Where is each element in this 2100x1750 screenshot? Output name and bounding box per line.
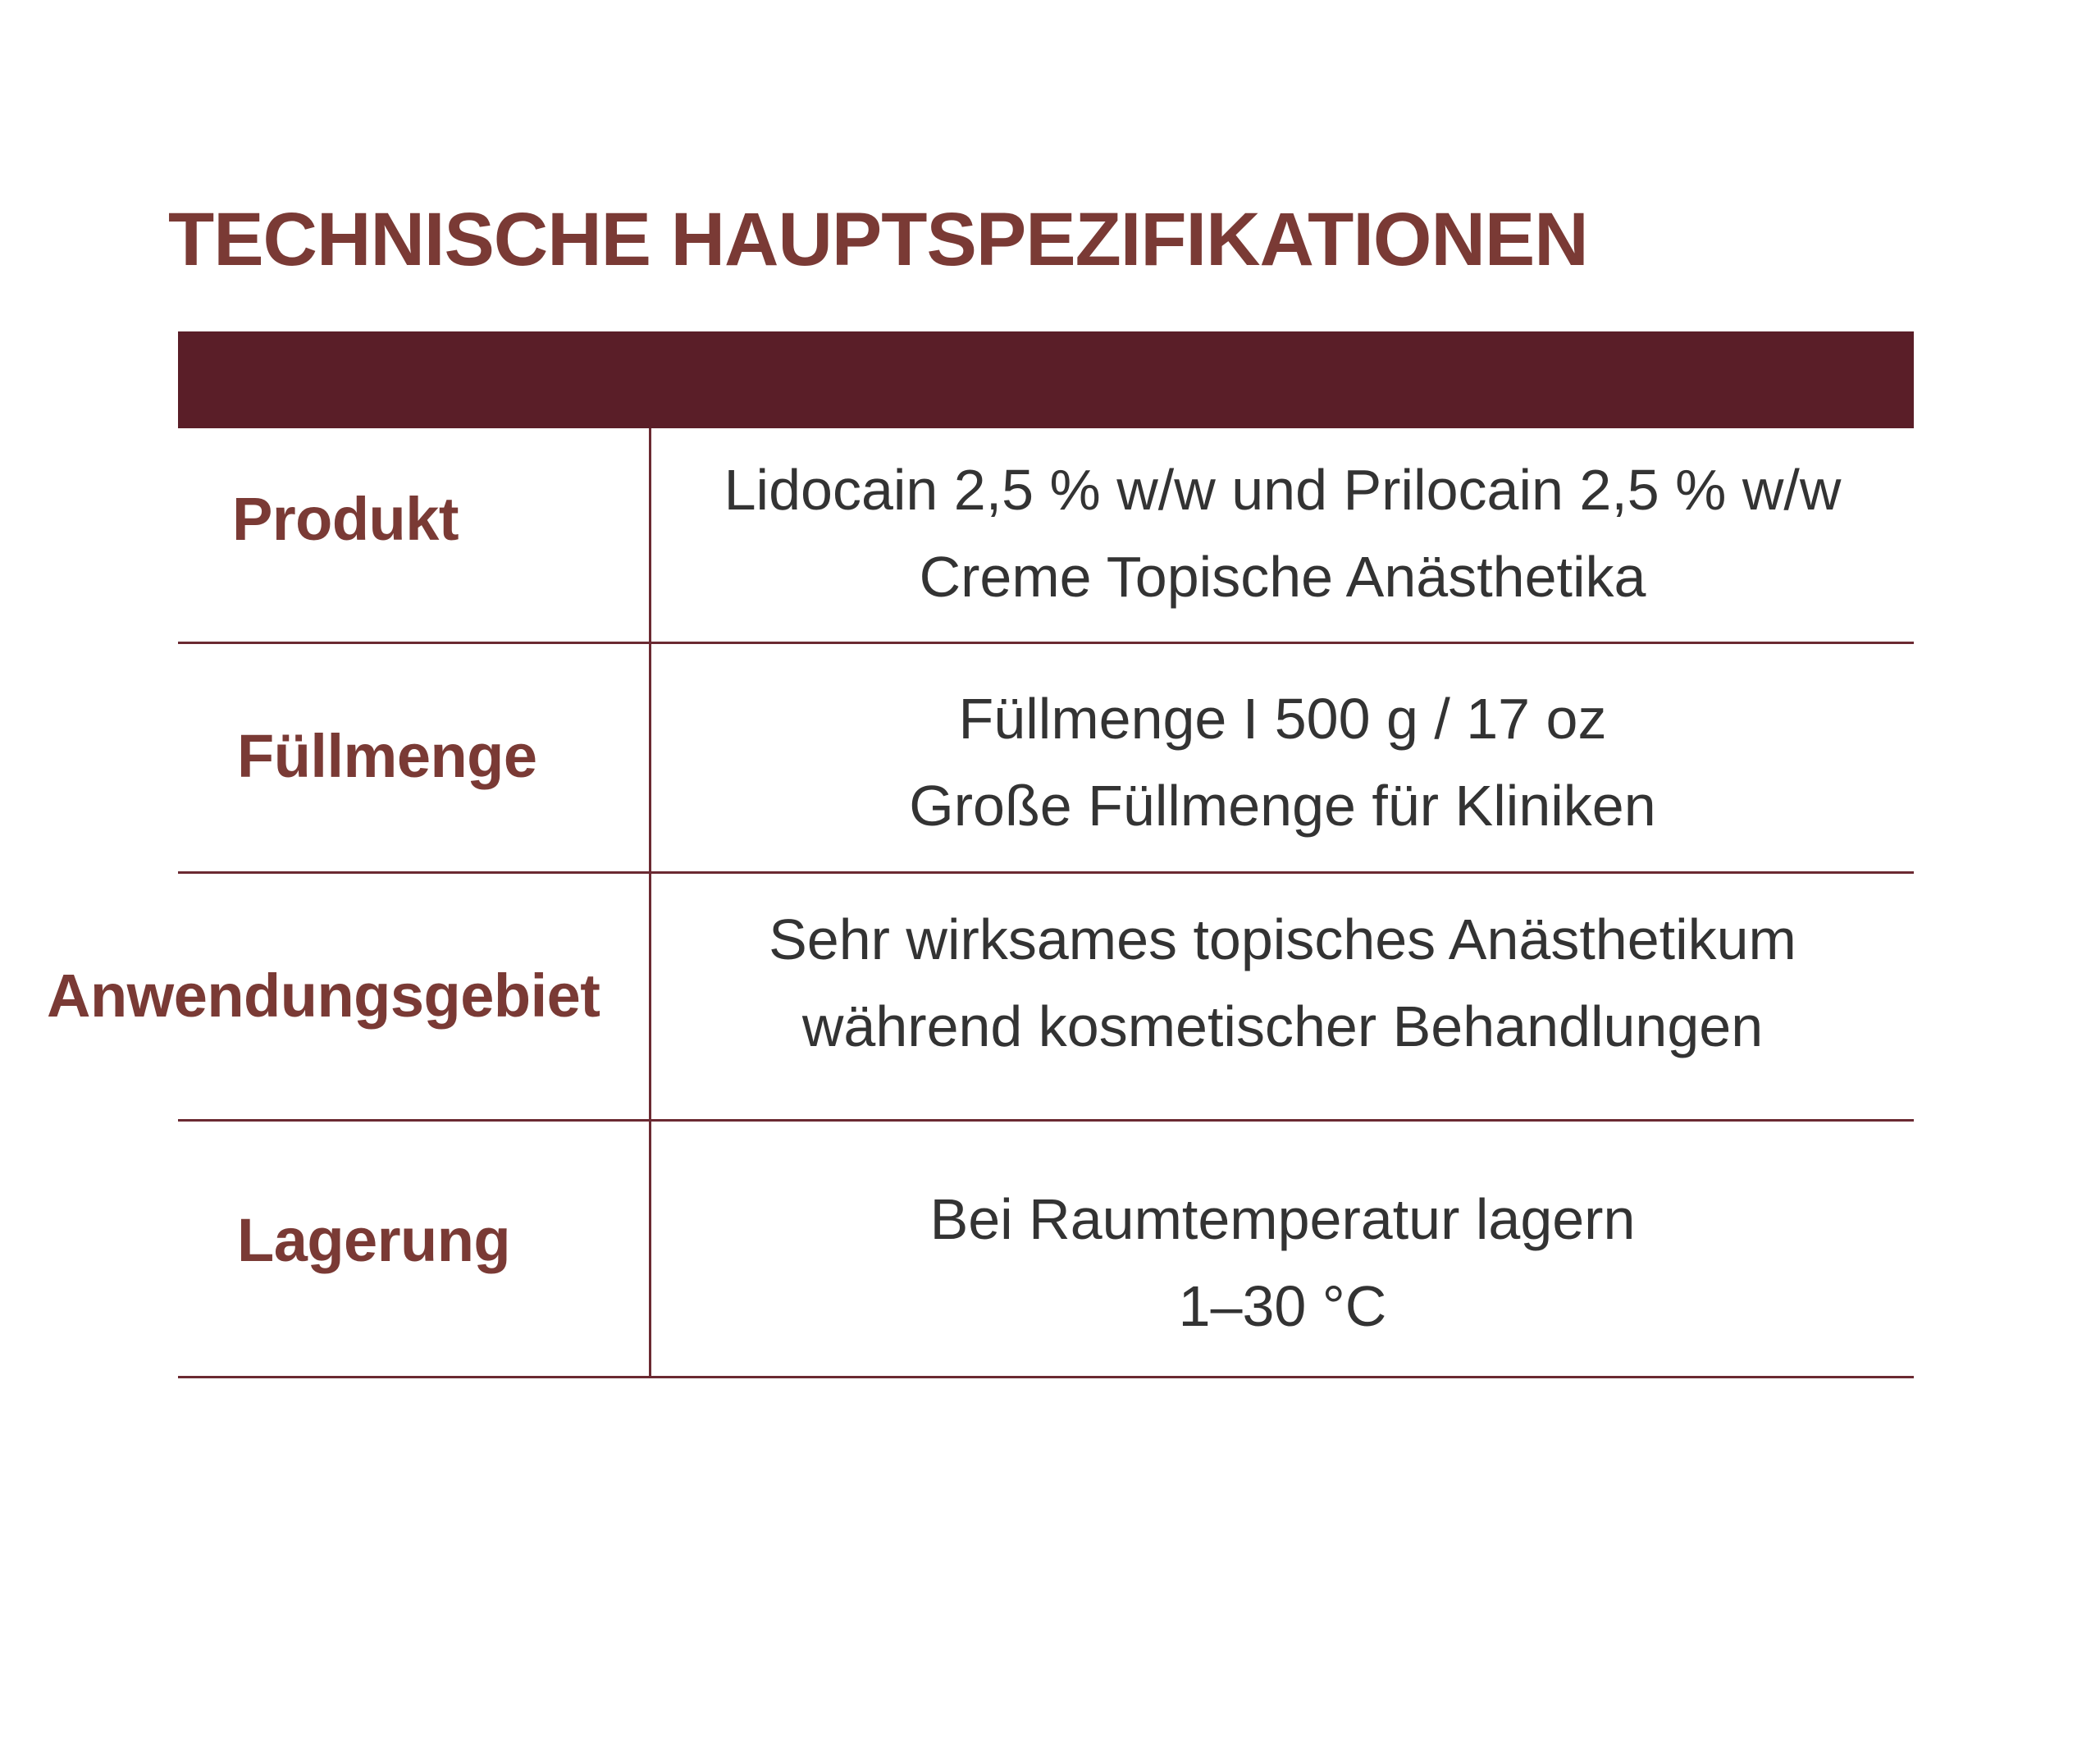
row-separator	[178, 1376, 1914, 1378]
row-value-line: Füllmenge I 500 g / 17 oz	[958, 687, 1607, 751]
table-header-bar	[178, 331, 1914, 428]
row-label-lagerung: Lagerung	[237, 1206, 511, 1274]
row-value-produkt	[651, 446, 1914, 620]
row-label-fuellmenge: Füllmenge	[237, 722, 537, 790]
row-value-fuellmenge	[651, 675, 1914, 849]
row-separator	[178, 642, 1914, 644]
row-value-line: Lidocain 2,5 % w/w und Prilocain 2,5 % w/w	[724, 458, 1842, 522]
row-separator	[178, 1119, 1914, 1122]
row-value-lagerung	[651, 1176, 1914, 1350]
page-title: TECHNISCHE HAUPTSPEZIFIKATIONEN	[168, 198, 1588, 281]
row-value-line: Große Füllmenge für Kliniken	[909, 774, 1656, 838]
row-value-anwendungsgebiet	[651, 896, 1914, 1070]
row-value-line: 1–30 °C	[1178, 1274, 1387, 1338]
row-label-produkt: Produkt	[232, 485, 459, 553]
row-label-anwendungsgebiet: Anwendungsgebiet	[47, 962, 600, 1030]
row-value-line: Creme Topische Anästhetika	[919, 545, 1646, 609]
row-value-line: Bei Raumtemperatur lagern	[929, 1187, 1636, 1251]
row-value-line: während kosmetischer Behandlungen	[801, 994, 1764, 1058]
row-value-line: Sehr wirksames topisches Anästhetikum	[769, 907, 1796, 971]
row-separator	[178, 871, 1914, 874]
